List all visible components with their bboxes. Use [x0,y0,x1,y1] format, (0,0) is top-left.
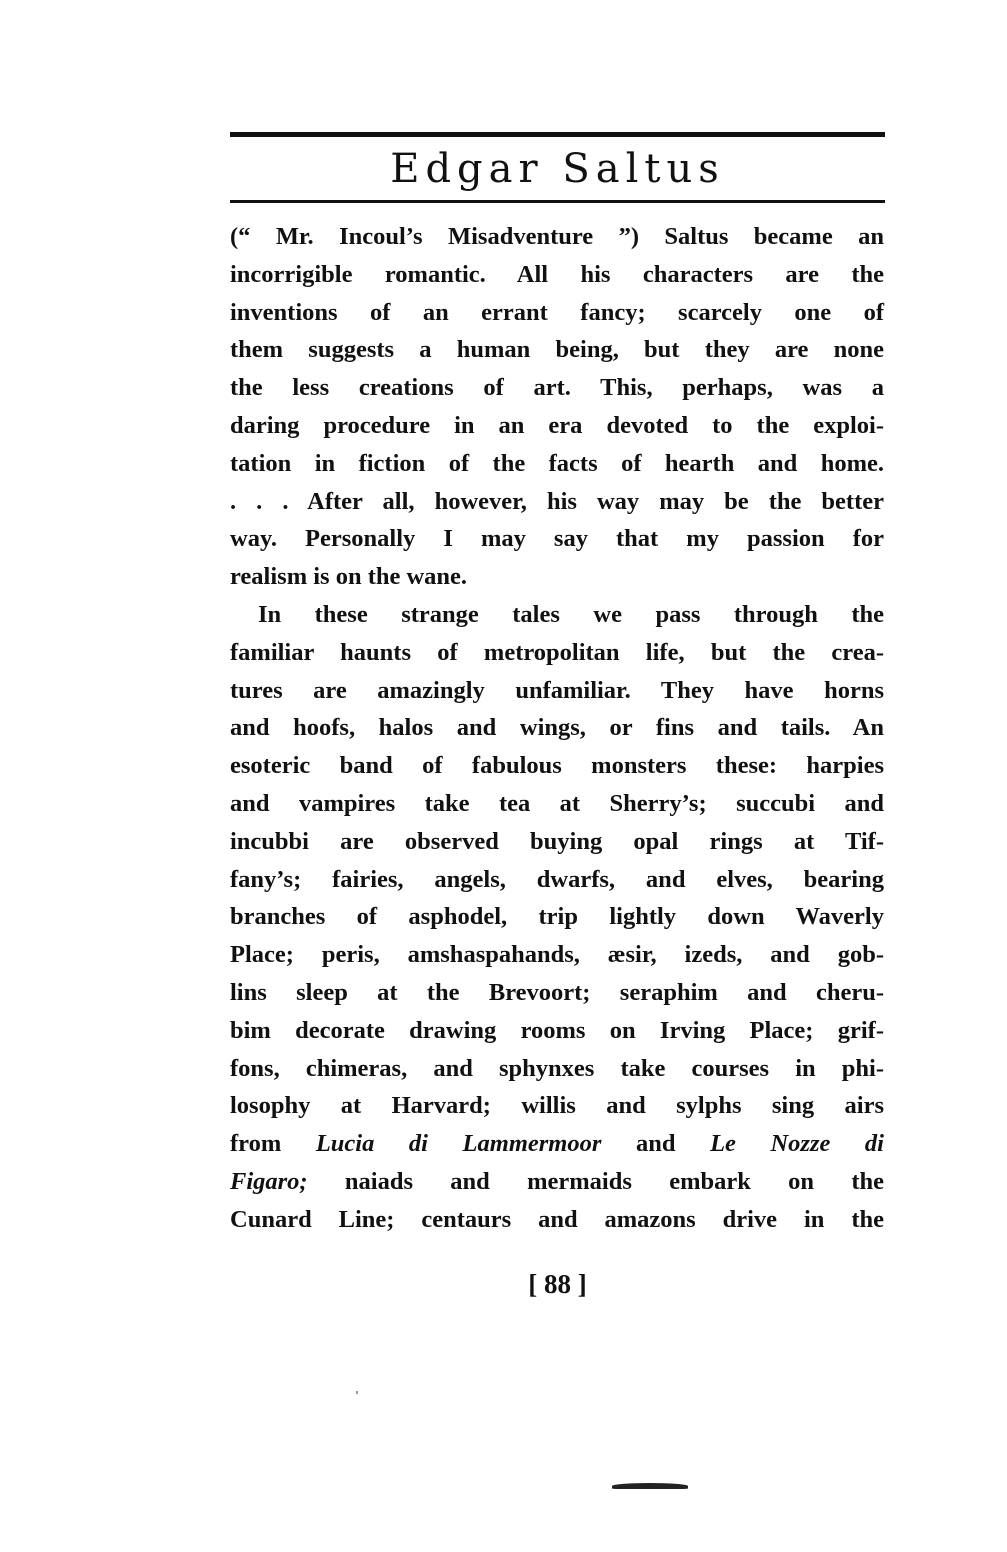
text-line: fons, chimeras, and sphynxes take courses in phi- [230,1054,884,1082]
text-line: realism is on the wane. [230,563,468,591]
text-fragment: and [635,1130,676,1158]
text-line-with-italics [230,1163,884,1201]
text-fragment: naiads and mermaids embark on the [344,1167,884,1195]
text-line: Cunard Line; centaurs and amazons drive in the [230,1205,884,1233]
body-text [230,218,884,1239]
ink-smudge [612,1483,688,1489]
text-line: esoteric band of fabulous monsters these: harpies [230,752,884,780]
header-rule-bottom [230,200,885,203]
paragraph-2 [230,596,884,1239]
text-line: In these strange tales we pass through the [258,600,884,628]
text-line: . . . After all, however, his way may be the better [230,487,884,515]
header-rule-top [230,132,885,137]
text-line: and vampires take tea at Sherry’s; succubi and [230,789,884,817]
text-line: tation in fiction of the facts of hearth and home. [230,449,884,477]
text-line: fany’s; fairies, angels, dwarfs, and elves, bearing [230,865,884,893]
text-line-with-italics [230,1125,884,1163]
text-line: lins sleep at the Brevoort; seraphim and cheru- [230,978,884,1006]
text-line: incorrigible romantic. All his characters are the [230,260,884,288]
text-line: inventions of an errant fancy; scarcely one of [230,298,884,326]
text-line: daring procedure in an era devoted to the exploi- [230,411,884,439]
text-line: incubbi are observed buying opal rings at Tif- [230,827,884,855]
text-line: losophy at Harvard; willis and sylphs sing airs [230,1092,884,1120]
opera-title-figaro: Figaro; [230,1167,308,1195]
text-line: tures are amazingly unfamiliar. They have horns [230,676,884,704]
text-line: branches of asphodel, trip lightly down Waverly [230,903,884,931]
text-line: the less creations of art. This, perhaps, was a [230,374,884,402]
text-fragment: from [230,1130,282,1158]
text-line: them suggests a human being, but they are none [230,336,884,364]
text-line: familiar haunts of metropolitan life, but the crea- [230,638,884,666]
scan-speck [356,1391,358,1394]
running-title: Edgar Saltus [390,146,725,192]
opera-title-lucia: Lucia di Lammermoor [315,1130,602,1158]
text-line: (“ Mr. Incoul’s Misadventure ”) Saltus became an [230,223,884,250]
text-line: and hoofs, halos and wings, or fins and tails. An [230,714,884,742]
paragraph-1 [230,218,884,596]
opera-title-nozze: Le Nozze di [710,1130,884,1158]
page-number: [ 88 ] [528,1269,587,1299]
text-line: way. Personally I may say that my passion for [230,525,884,553]
text-line: Place; peris, amshaspahands, æsir, izeds, and gob- [230,941,884,969]
text-line: bim decorate drawing rooms on Irving Place; grif- [230,1016,884,1044]
